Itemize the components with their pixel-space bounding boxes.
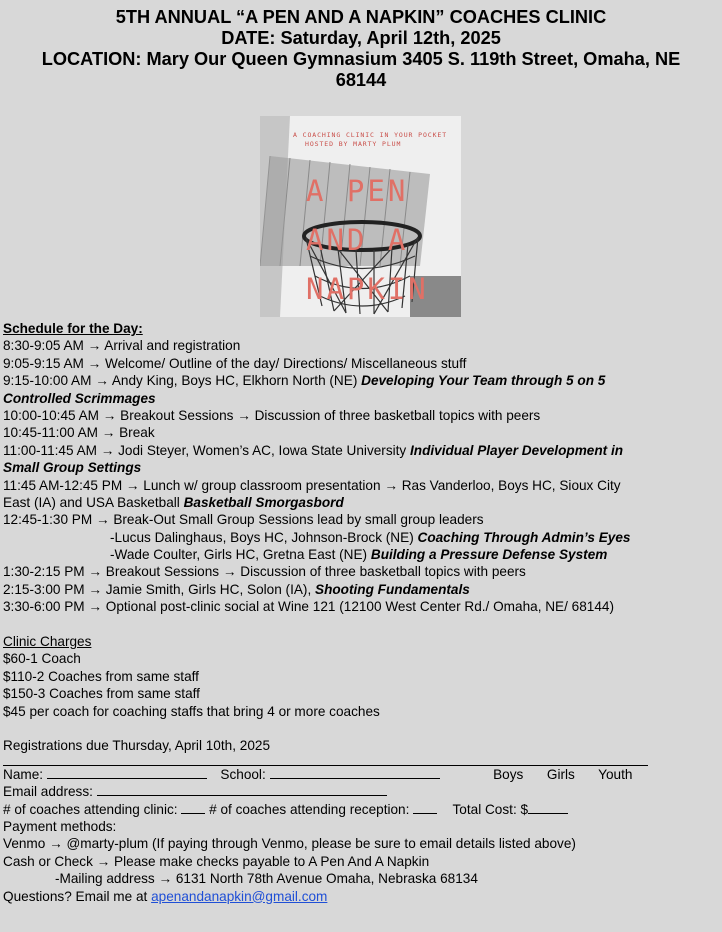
school-label: School: bbox=[220, 766, 266, 782]
payment-methods-label: Payment methods: bbox=[3, 818, 117, 834]
clinic-count-field[interactable] bbox=[181, 801, 205, 814]
session-title: Controlled Scrimmages bbox=[3, 390, 156, 406]
schedule-item: 2:15-3:00 PM → Jamie Smith, Girls HC, Solon (IA), Shooting Fundamentals bbox=[3, 581, 470, 597]
flyer-header bbox=[4, 7, 718, 91]
schedule-subitem: -Wade Coulter, Girls HC, Gretna East (NE) Building a Pressure Defense System bbox=[110, 547, 608, 563]
divider bbox=[3, 755, 648, 766]
schedule-item: 12:45-1:30 PM → Break-Out Small Group Sessions lead by small group leaders bbox=[3, 512, 484, 528]
registration-name-row bbox=[3, 766, 719, 783]
schedule-item: 10:45-11:00 AM → Break bbox=[3, 425, 155, 441]
charge-item: $150-3 Coaches from same staff bbox=[3, 686, 200, 702]
questions-line: Questions? Email me at apenandanapkin@gmail.com bbox=[3, 888, 328, 904]
session-title: Coaching Through Admin’s Eyes bbox=[417, 529, 631, 545]
logo-word-napkin: NAPKIN bbox=[306, 272, 429, 306]
contact-email-link[interactable]: apenandanapkin@gmail.com bbox=[151, 888, 328, 904]
session-title: Shooting Fundamentals bbox=[315, 581, 470, 597]
schedule-item: East (IA) and USA Basketball Basketball Smorgasbord bbox=[3, 494, 344, 510]
session-title: Small Group Settings bbox=[3, 460, 142, 476]
schedule-item: 10:00-10:45 AM → Breakout Sessions → Discussion of three basketball topics with peers bbox=[3, 407, 541, 423]
schedule-item: 9:05-9:15 AM → Welcome/ Outline of the day/ Directions/ Miscellaneous stuff bbox=[3, 355, 467, 371]
registration-count-row bbox=[3, 801, 719, 818]
name-label: Name: bbox=[3, 766, 44, 782]
girls-option[interactable]: Girls bbox=[546, 766, 575, 782]
youth-option[interactable]: Youth bbox=[598, 766, 633, 782]
clinic-location-zip: 68144 bbox=[335, 70, 387, 90]
total-cost-field[interactable] bbox=[528, 801, 568, 814]
schedule-item: 11:00-11:45 AM → Jodi Steyer, Women’s AC, Iowa State University Individual Player Development in bbox=[3, 442, 624, 458]
flyer-body bbox=[3, 320, 719, 905]
schedule-item: 3:30-6:00 PM → Optional post-clinic social at Wine 121 (12100 West Center Rd./ Omaha, NE/ 68144) bbox=[3, 599, 615, 615]
email-label: Email address: bbox=[3, 784, 93, 800]
clinic-location: LOCATION: Mary Our Queen Gymnasium 3405 S. 119th Street, Omaha, NE bbox=[41, 49, 681, 69]
logo-word-a-pen: A PEN bbox=[306, 174, 409, 208]
schedule-heading: Schedule for the Day: bbox=[3, 321, 143, 336]
session-title: Individual Player Development in bbox=[410, 442, 624, 458]
clinic-logo-image bbox=[260, 116, 461, 317]
charge-item: $110-2 Coaches from same staff bbox=[3, 668, 199, 684]
clinic-date: DATE: Saturday, April 12th, 2025 bbox=[221, 28, 501, 48]
reception-count-field[interactable] bbox=[413, 801, 437, 814]
schedule-item: 1:30-2:15 PM → Breakout Sessions → Discussion of three basketball topics with peers bbox=[3, 564, 526, 580]
clinic-title: 5TH ANNUAL “A PEN AND A NAPKIN” COACHES CLINIC bbox=[115, 7, 607, 27]
school-field[interactable] bbox=[270, 766, 440, 779]
payment-check: Cash or Check → Please make checks payable to A Pen And A Napkin bbox=[3, 853, 430, 869]
payment-venmo: Venmo → @marty-plum (If paying through Venmo, please be sure to email details listed above) bbox=[3, 836, 576, 852]
registration-email-row bbox=[3, 783, 719, 800]
session-title: Developing Your Team through 5 on 5 bbox=[361, 373, 606, 389]
clinic-count-label: # of coaches attending clinic: bbox=[3, 801, 178, 817]
charges-heading: Clinic Charges bbox=[3, 634, 92, 650]
email-field[interactable] bbox=[97, 783, 387, 796]
name-field[interactable] bbox=[47, 766, 207, 779]
session-title: Basketball Smorgasbord bbox=[183, 494, 344, 510]
total-cost-label: Total Cost: $ bbox=[452, 801, 529, 817]
boys-option[interactable]: Boys bbox=[493, 766, 524, 782]
schedule-subitem: -Lucus Dalinghaus, Boys HC, Johnson-Brock (NE) Coaching Through Admin’s Eyes bbox=[110, 529, 631, 545]
session-title: Building a Pressure Defense System bbox=[370, 547, 608, 563]
schedule-item: 9:15-10:00 AM → Andy King, Boys HC, Elkhorn North (NE) Developing Your Team through 5 on 5 bbox=[3, 373, 606, 389]
charge-item: $45 per coach for coaching staffs that bring 4 or more coaches bbox=[3, 703, 380, 719]
schedule-item: 11:45 AM-12:45 PM → Lunch w/ group classroom presentation → Ras Vanderloo, Boys HC, Sioux City bbox=[3, 477, 621, 493]
charge-item: $60-1 Coach bbox=[3, 651, 81, 667]
reception-count-label: # of coaches attending reception: bbox=[209, 801, 410, 817]
logo-subtitle: A COACHING CLINIC IN YOUR POCKET HOSTED BY MARTY PLUM bbox=[293, 131, 448, 148]
schedule-item: 8:30-9:05 AM → Arrival and registration bbox=[3, 338, 241, 354]
registration-deadline: Registrations due Thursday, April 10th, 2025 bbox=[3, 738, 271, 754]
mailing-address: -Mailing address → 6131 North 78th Avenue Omaha, Nebraska 68134 bbox=[55, 871, 478, 887]
logo-word-and-a: AND A bbox=[306, 223, 409, 257]
